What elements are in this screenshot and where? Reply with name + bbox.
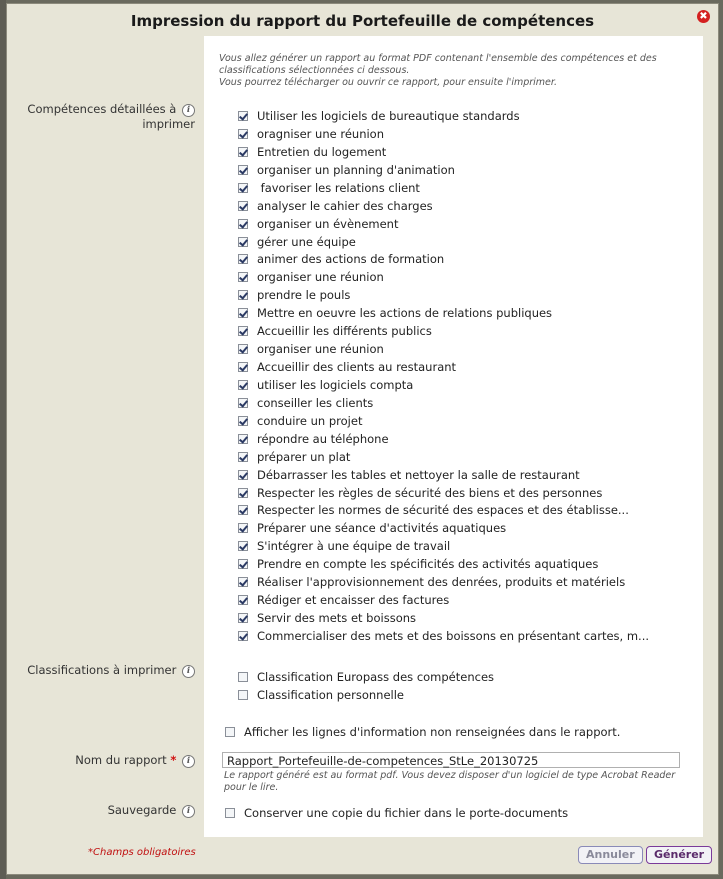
checkbox-label: Débarrasser les tables et nettoyer la salle de restaurant (257, 467, 580, 482)
required-fields-note (88, 847, 196, 858)
checkbox[interactable] (238, 613, 248, 623)
checkbox-label: Conserver une copie du fichier dans le porte-documents (244, 806, 569, 820)
checkbox[interactable] (238, 380, 248, 390)
competence-option[interactable] (238, 162, 455, 179)
close-icon[interactable]: ✖ (697, 10, 710, 23)
checkbox-label: Afficher les lignes d'information non renseignées dans le rapport. (244, 725, 621, 739)
competence-option[interactable] (238, 323, 432, 340)
competence-option[interactable] (238, 180, 420, 197)
checkbox[interactable] (225, 808, 235, 818)
checkbox[interactable] (238, 165, 248, 175)
checkbox-label: Entretien du logement (257, 144, 387, 159)
checkbox[interactable] (238, 183, 248, 193)
checkbox-label: Accueillir les différents publics (257, 324, 432, 339)
competences-label-line-1: Compétences détaillées à (27, 102, 177, 116)
competence-option[interactable] (238, 574, 625, 591)
cancel-button[interactable]: Annuler (578, 846, 643, 864)
checkbox[interactable] (238, 111, 248, 121)
competence-option[interactable] (238, 251, 444, 268)
checkbox[interactable] (238, 344, 248, 354)
report-name-label-text: Nom du rapport (75, 753, 167, 767)
report-name-label (75, 753, 195, 768)
competence-option[interactable] (238, 395, 373, 412)
classification-europass-option[interactable] (238, 669, 494, 686)
competence-option[interactable] (238, 467, 580, 484)
checkbox[interactable] (238, 254, 248, 264)
checkbox[interactable] (238, 308, 248, 318)
checkbox-label: animer des actions de formation (257, 252, 445, 267)
report-format-note: Le rapport généré est au format pdf. Vous devez disposer d'un logiciel de type Acrobat Reader pour le lire. (224, 770, 676, 793)
checkbox[interactable] (238, 559, 248, 569)
checkbox-label: Préparer une séance d'activités aquatiques (257, 521, 507, 536)
checkbox-label: Classification Europass des compétences (257, 670, 495, 684)
checkbox[interactable] (238, 290, 248, 300)
intro-line-1: Vous allez générer un rapport au format PDF contenant l'ensemble des compétences et des classifications sélectionnées ci dessous. (219, 53, 657, 76)
competence-option[interactable] (238, 431, 389, 448)
checkbox[interactable] (238, 523, 248, 533)
checkbox[interactable] (238, 488, 248, 498)
checkbox[interactable] (238, 201, 248, 211)
checkbox-label: Accueillir des clients au restaurant (257, 360, 457, 375)
checkbox-label: conduire un projet (257, 413, 363, 428)
checkbox-label: organiser un planning d'animation (257, 162, 455, 177)
intro-line-2: Vous pourrez télécharger ou ouvrir ce rapport, pour ensuite l'imprimer. (219, 77, 557, 88)
competence-option[interactable] (238, 377, 413, 394)
checkbox-label: organiser un évènement (257, 216, 399, 231)
checkbox[interactable] (238, 595, 248, 605)
checkbox-label: oragniser une réunion (257, 126, 384, 141)
checkbox[interactable] (238, 129, 248, 139)
checkbox-label: gérer une équipe (257, 234, 356, 249)
competence-option[interactable] (238, 341, 384, 358)
checkbox-label: utiliser les logiciels compta (257, 377, 414, 392)
checkbox-label: favoriser les relations client (257, 180, 420, 195)
checkbox-label: Prendre en compte les spécificités des activités aquatiques (257, 557, 599, 572)
competence-option[interactable] (238, 502, 629, 519)
checkbox[interactable] (238, 631, 248, 641)
checkbox[interactable] (238, 505, 248, 515)
competence-option[interactable] (238, 216, 398, 233)
competence-option[interactable] (238, 287, 350, 304)
competence-option[interactable] (238, 269, 384, 286)
generate-button[interactable]: Générer (646, 846, 712, 864)
checkbox-label: Commercialiser des mets et des boissons en présentant cartes, m... (257, 628, 650, 643)
checkbox-label: Classification personnelle (257, 688, 404, 702)
classification-personnelle-option[interactable] (238, 687, 404, 704)
competence-option[interactable] (238, 520, 506, 537)
competence-option[interactable] (238, 538, 450, 555)
classifications-label-text: Classifications à imprimer (27, 663, 177, 677)
checkbox-label: conseiller les clients (257, 395, 374, 410)
info-icon[interactable]: i (182, 755, 195, 768)
checkbox[interactable] (238, 452, 248, 462)
checkbox[interactable] (238, 362, 248, 372)
competence-option[interactable] (238, 610, 416, 627)
competence-option[interactable] (238, 592, 449, 609)
competence-option[interactable] (238, 144, 386, 161)
intro-text (219, 53, 699, 89)
competence-option[interactable] (238, 628, 649, 645)
competence-option[interactable] (238, 198, 433, 215)
competence-option[interactable] (238, 413, 362, 430)
competence-option[interactable] (238, 108, 520, 125)
checkbox[interactable] (238, 147, 248, 157)
competence-option[interactable] (238, 234, 356, 251)
checkbox-label: Réaliser l'approvisionnement des denrées, produits et matériels (257, 575, 626, 590)
checkbox-label: analyser le cahier des charges (257, 198, 433, 213)
checkbox-label: Rédiger et encaisser des factures (257, 593, 450, 608)
checkbox[interactable] (238, 398, 248, 408)
checkbox-label: Respecter les normes de sécurité des espaces et des établisse... (257, 503, 629, 518)
keep-copy-option[interactable] (225, 805, 568, 822)
checkbox[interactable] (238, 237, 248, 247)
checkbox[interactable] (238, 272, 248, 282)
competence-option[interactable] (238, 359, 456, 376)
checkbox-label: répondre au téléphone (257, 431, 389, 446)
checkbox-label: Servir des mets et boissons (257, 611, 417, 626)
show-empty-lines-option[interactable] (225, 724, 620, 741)
competence-option[interactable] (238, 485, 602, 502)
checkbox-label: organiser une réunion (257, 270, 384, 285)
checkbox[interactable] (238, 434, 248, 444)
info-icon[interactable]: i (182, 805, 195, 818)
competences-label (27, 102, 195, 131)
checkbox-label: préparer un plat (257, 449, 351, 464)
info-icon[interactable]: i (182, 665, 195, 678)
checkbox[interactable] (238, 326, 248, 336)
checkbox-label: Utiliser les logiciels de bureautique standards (257, 109, 520, 123)
checkbox[interactable] (238, 219, 248, 229)
competences-label-line-2: imprimer (142, 117, 195, 131)
report-name-input[interactable]: Rapport_Portefeuille-de-competences_StLe_20130725 (222, 752, 680, 768)
checkbox[interactable] (238, 690, 248, 700)
competence-option[interactable] (238, 126, 384, 143)
checkbox[interactable] (225, 727, 235, 737)
competence-option[interactable] (238, 449, 350, 466)
checkbox[interactable] (238, 541, 248, 551)
required-marker: * (170, 753, 177, 767)
checkbox-label: S'intégrer à une équipe de travail (257, 539, 451, 554)
dialog-title: Impression du rapport du Portefeuille de compétences (130, 12, 595, 30)
classifications-label (27, 663, 195, 678)
checkbox[interactable] (238, 672, 248, 682)
required-note-text: Champs obligatoires (93, 847, 196, 858)
info-icon[interactable]: i (182, 104, 195, 117)
checkbox[interactable] (238, 416, 248, 426)
save-label (108, 803, 195, 818)
checkbox-label: Mettre en oeuvre les actions de relations publiques (257, 306, 553, 321)
competence-option[interactable] (238, 556, 598, 573)
save-label-text: Sauvegarde (107, 803, 177, 817)
checkbox-label: Respecter les règles de sécurité des biens et des personnes (257, 485, 603, 500)
checkbox-label: organiser une réunion (257, 342, 384, 357)
required-marker: * (88, 847, 93, 858)
checkbox[interactable] (238, 577, 248, 587)
checkbox[interactable] (238, 470, 248, 480)
competence-option[interactable] (238, 305, 552, 322)
checkbox-label: prendre le pouls (257, 288, 351, 303)
